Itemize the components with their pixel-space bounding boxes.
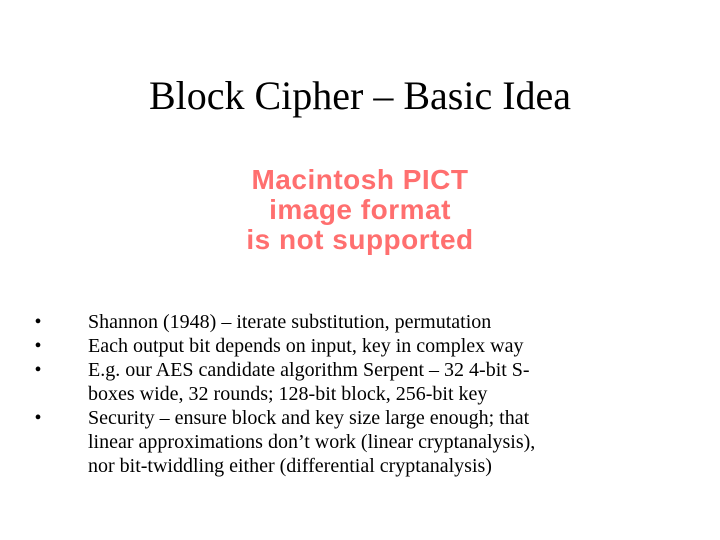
placeholder-text-line: is not supported <box>246 224 474 255</box>
bullet-text: nor bit-twiddling either (differential cryptanalysis) <box>88 455 492 477</box>
bullet-item-shannon <box>28 310 688 334</box>
bullet-item-serpent <box>28 358 688 406</box>
bullet-text: E.g. our AES candidate algorithm Serpent – 32 4-bit S- <box>88 359 530 381</box>
bullet-marker: • <box>34 335 42 357</box>
placeholder-text-line: Macintosh PICT <box>251 164 469 195</box>
bullet-marker: • <box>34 407 42 429</box>
bullet-marker: • <box>34 359 42 381</box>
bullet-item-output-bit <box>28 334 688 358</box>
bullet-text: Each output bit depends on input, key in complex way <box>88 335 524 357</box>
bullet-text: Security – ensure block and key size large enough; that <box>88 407 530 429</box>
unsupported-image-placeholder <box>180 160 540 260</box>
bullet-text: boxes wide, 32 rounds; 128-bit block, 256-bit key <box>88 383 488 405</box>
bullet-item-security <box>28 406 688 478</box>
bullet-marker: • <box>34 311 42 333</box>
bullet-list <box>28 310 688 478</box>
bullet-text: Shannon (1948) – iterate substitution, permutation <box>88 311 492 333</box>
bullet-text: linear approximations don’t work (linear cryptanalysis), <box>88 431 536 453</box>
slide-title: Block Cipher – Basic Idea <box>148 73 572 118</box>
placeholder-text-line: image format <box>269 194 451 225</box>
